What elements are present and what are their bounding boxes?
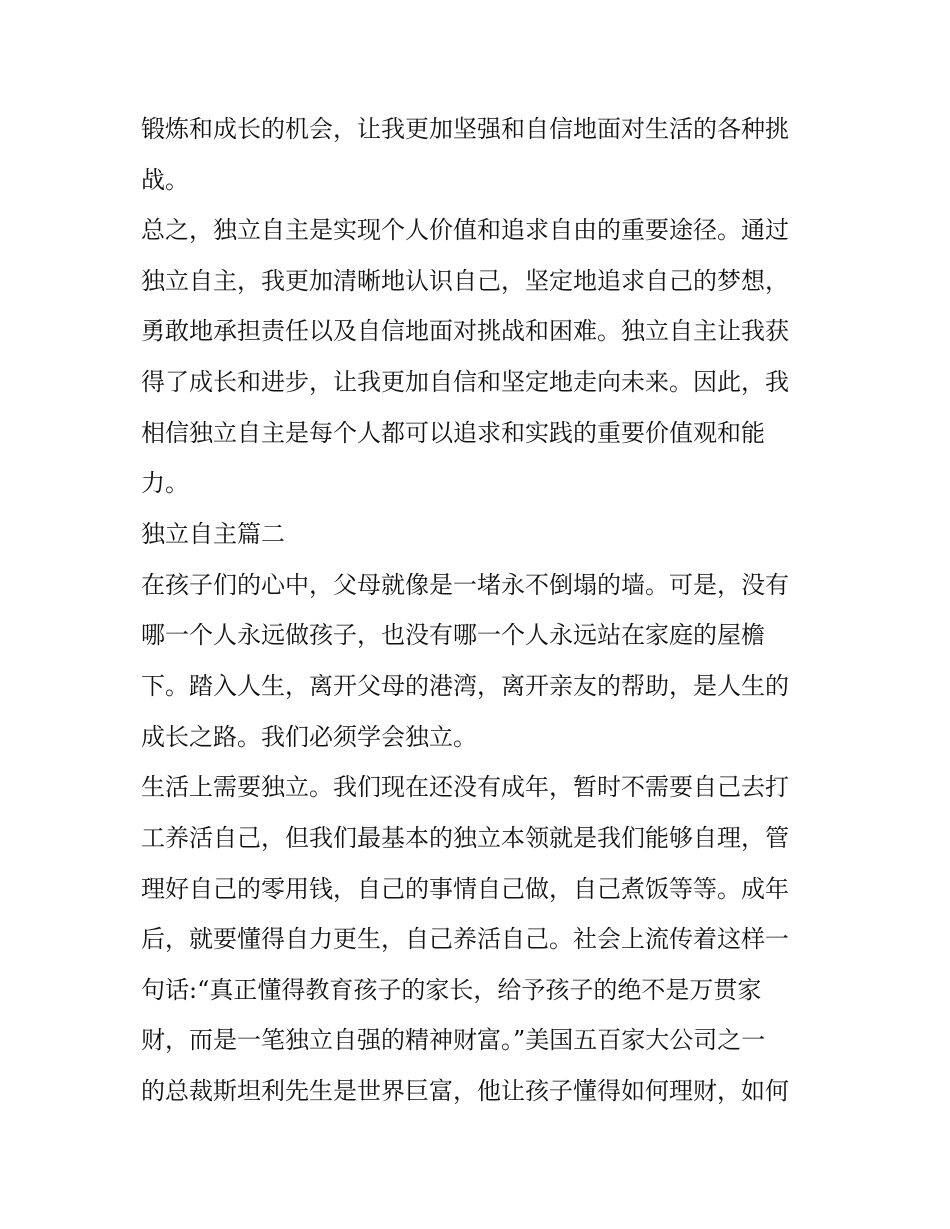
paragraph-line: 理好自己的零用钱，自己的事情自己做，自己煮饭等等。成年 [141,875,789,903]
paragraph-line: 成长之路。我们必须学会独立。 [141,723,477,751]
paragraph-line: 在孩子们的心中，父母就像是一堵永不倒塌的墙。可是，没有 [141,571,789,599]
paragraph-line: 生活上需要独立。我们现在还没有成年，暂时不需要自己去打 [141,773,789,801]
paragraph-line: 下。踏入人生，离开父母的港湾，离开亲友的帮助，是人生的 [141,672,789,700]
paragraph-line: 相信独立自主是每个人都可以追求和实践的重要价值观和能 [141,419,765,447]
paragraph-line: 的总裁斯坦利先生是世界巨富，他让孩子懂得如何理财，如何 [141,1077,789,1105]
paragraph-line: 锻炼和成长的机会，让我更加坚强和自信地面对生活的各种挑 [141,115,789,143]
paragraph-line: 财，而是一笔独立自强的精神财富。”美国五百家大公司之一 [141,1026,766,1054]
paragraph-line: 哪一个人永远做孩子，也没有哪一个人永远站在家庭的屋檐 [141,621,765,649]
paragraph-line: 后，就要懂得自力更生，自己养活自己。社会上流传着这样一 [141,925,789,953]
paragraph-line: 独立自主，我更加清晰地认识自己，坚定地追求自己的梦想， [141,267,789,295]
paragraph-line: 力。 [141,469,189,497]
paragraph-line: 工养活自己，但我们最基本的独立本领就是我们能够自理，管 [141,824,789,852]
paragraph-line: 勇敢地承担责任以及自信地面对挑战和困难。独立自主让我获 [141,317,789,345]
paragraph-line: 总之，独立自主是实现个人价值和追求自由的重要途径。通过 [141,216,789,244]
paragraph-line: 得了成长和进步，让我更加自信和坚定地走向未来。因此，我 [141,368,789,396]
paragraph-line: 战。 [141,166,189,194]
paragraph-line: 句话:“真正懂得教育孩子的家长，给予孩子的绝不是万贯家 [141,976,762,1004]
section-heading: 独立自主篇二 [141,520,285,548]
